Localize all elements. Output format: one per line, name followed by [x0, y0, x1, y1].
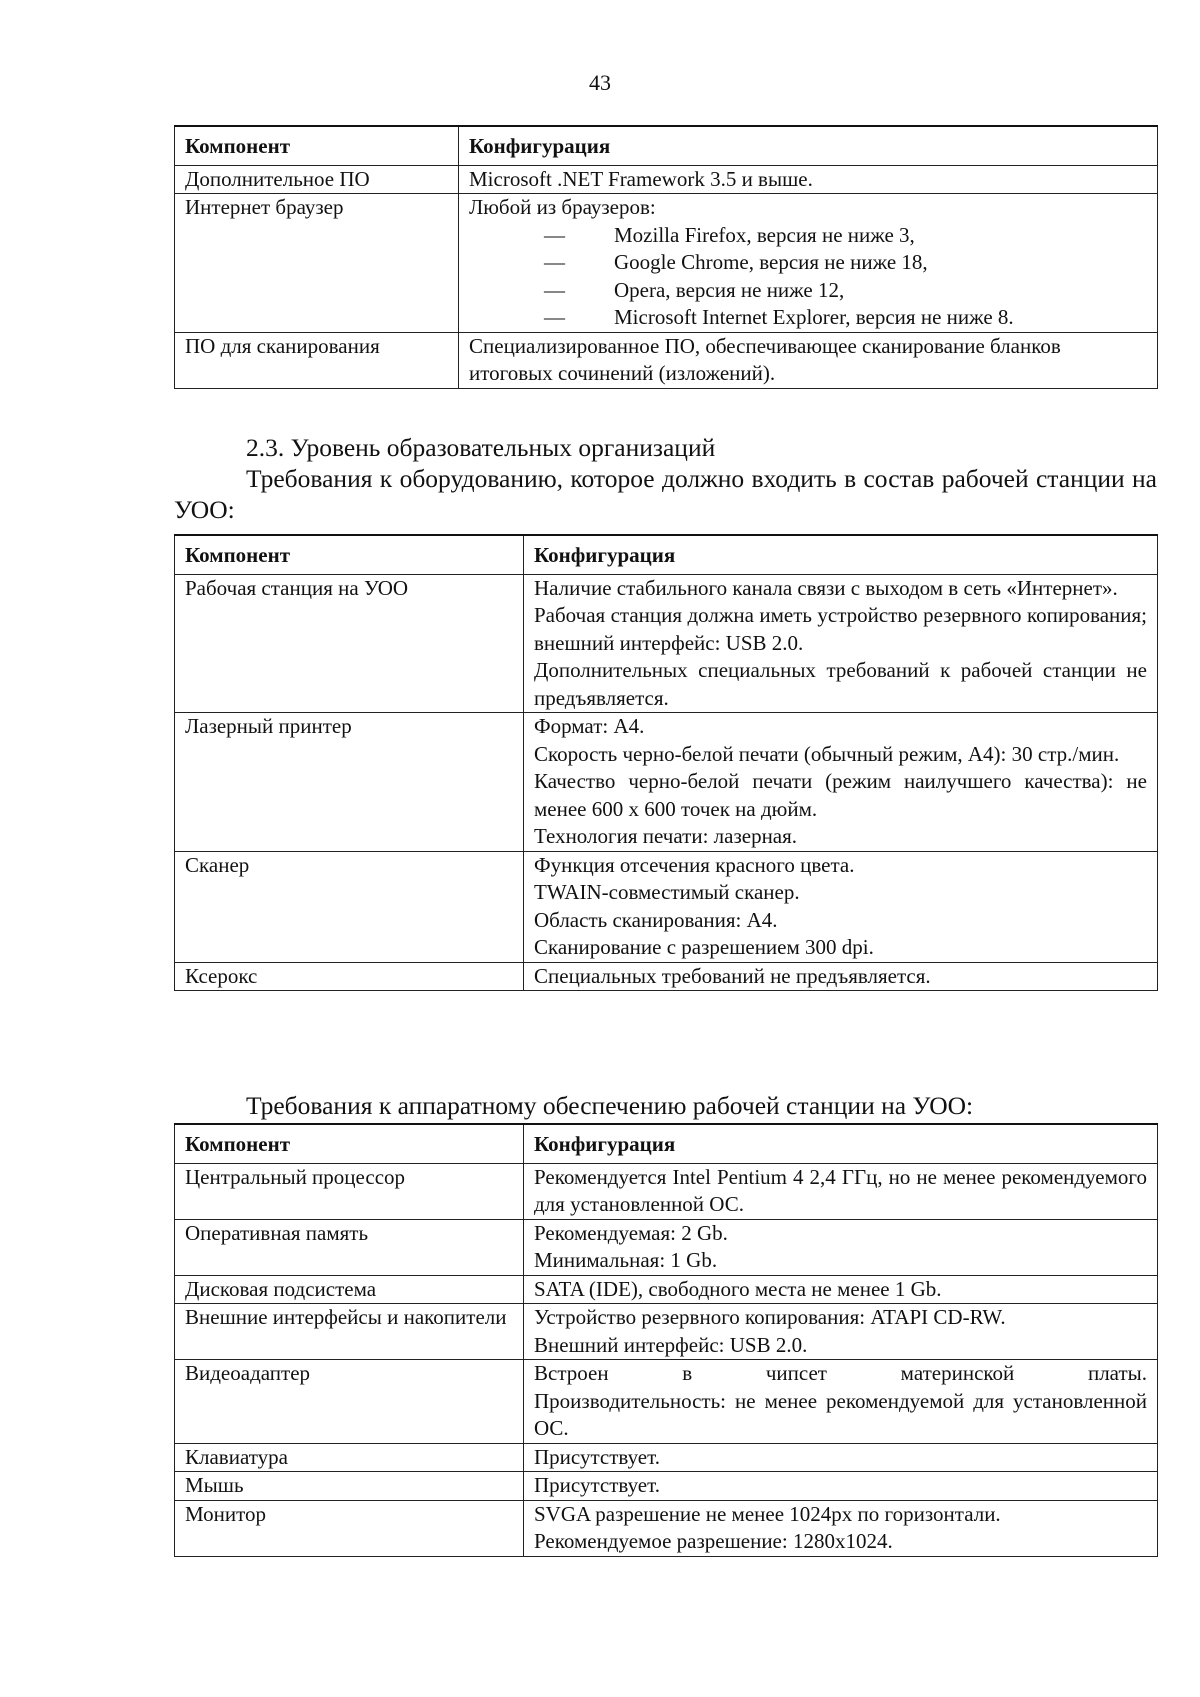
software-table — [174, 125, 1158, 389]
table-row — [175, 713, 1158, 852]
configuration-cell — [524, 851, 1158, 962]
configuration-cell — [524, 962, 1158, 991]
column-header-component: Компонент — [175, 126, 459, 165]
column-header-configuration: Конфигурация — [524, 535, 1158, 574]
table-header-row — [175, 126, 1158, 165]
configuration-cell — [524, 574, 1158, 713]
column-header-component: Компонент — [175, 535, 524, 574]
table-row — [175, 332, 1158, 388]
component-cell: Дисковая подсистема — [175, 1275, 524, 1304]
configuration-cell: Microsoft .NET Framework 3.5 и выше. — [459, 165, 1158, 194]
table-row — [175, 962, 1158, 991]
component-cell: Лазерный принтер — [175, 713, 524, 852]
config-line: Устройство резервного копирования: ATAPI CD-RW. — [534, 1305, 1006, 1329]
table-row — [175, 1219, 1158, 1275]
configuration-cell — [524, 1304, 1158, 1360]
component-cell: Рабочая станция на УОО — [175, 574, 524, 713]
component-cell: Видеоадаптер — [175, 1360, 524, 1444]
component-cell: ПО для сканирования — [175, 332, 459, 388]
table-header-row — [175, 535, 1158, 574]
configuration-cell — [524, 1219, 1158, 1275]
table-row — [175, 1275, 1158, 1304]
config-line: Присутствует. — [534, 1473, 660, 1497]
table-row — [175, 1472, 1158, 1501]
dash-marker: — — [544, 277, 565, 302]
dash-marker: — — [544, 250, 565, 274]
table-row — [175, 1304, 1158, 1360]
configuration-cell — [524, 1500, 1158, 1556]
config-line: Внешний интерфейс: USB 2.0. — [534, 1332, 808, 1357]
config-line: Производительность: не менее рекомендуемой для установленной ОС. — [534, 1388, 1147, 1440]
configuration-cell — [459, 194, 1158, 333]
hardware-heading: Требования к аппаратному обеспечению рабочей станции на УОО: — [246, 1091, 974, 1120]
config-line: Скорость черно-белой печати (обычный режим, А4): 30 стр./мин. — [534, 741, 1120, 766]
hardware-heading-block — [174, 1090, 1157, 1121]
config-line: Сканирование с разрешением 300 dpi. — [534, 935, 874, 959]
config-line: Присутствует. — [534, 1444, 660, 1469]
configuration-cell — [524, 1443, 1158, 1472]
config-line: SVGA разрешение не менее 1024px по горизонтали. — [534, 1501, 1001, 1526]
component-cell: Центральный процессор — [175, 1163, 524, 1219]
configuration-cell: Специализированное ПО, обеспечивающее сканирование бланков итоговых сочинений (изложений). — [459, 332, 1158, 388]
config-line: Функция отсечения красного цвета. — [534, 852, 855, 877]
config-line: Технология печати: лазерная. — [534, 824, 798, 848]
config-line: Рекомендуется Intel Pentium 4 2,4 ГГц, но не менее рекомендуемого для установленной ОС. — [534, 1164, 1147, 1216]
browser-list — [469, 222, 1147, 332]
browser-list-intro: Любой из браузеров: — [469, 195, 656, 219]
config-line: Дополнительных специальных требований к рабочей станции не предъявляется. — [534, 658, 1147, 710]
component-cell: Сканер — [175, 851, 524, 962]
config-line: Рекомендуемое разрешение: 1280x1024. — [534, 1529, 893, 1553]
page-number: 43 — [589, 70, 611, 95]
configuration-cell — [524, 1275, 1158, 1304]
table-row — [175, 1360, 1158, 1444]
list-item: — Mozilla Firefox, версия не ниже 3, — [469, 222, 1147, 250]
hardware-table — [174, 1123, 1158, 1557]
config-line: Рекомендуемая: 2 Gb. — [534, 1220, 728, 1245]
list-item: — Google Chrome, версия не ниже 18, — [469, 249, 1147, 277]
configuration-cell — [524, 713, 1158, 852]
table-header-row — [175, 1124, 1158, 1163]
table-row — [175, 194, 1158, 333]
column-header-configuration: Конфигурация — [524, 1124, 1158, 1163]
config-line: TWAIN-совместимый сканер. — [534, 880, 800, 904]
config-line: Качество черно-белой печати (режим наилучшего качества): не менее 600 x 600 точек на дюйм. — [534, 769, 1147, 821]
config-line: Специальных требований не предъявляется. — [534, 963, 931, 988]
config-line: Минимальная: 1 Gb. — [534, 1248, 718, 1272]
list-item: — Microsoft Internet Explorer, версия не ниже 8. — [469, 304, 1147, 332]
equipment-table — [174, 534, 1158, 991]
component-cell: Внешние интерфейсы и накопители — [175, 1304, 524, 1360]
section-intro: Требования к оборудованию, которое должно входить в состав рабочей станции на УОО: — [174, 464, 1157, 524]
config-line: Область сканирования: А4. — [534, 907, 778, 932]
config-line: Наличие стабильного канала связи с выходом в сеть «Интернет». — [534, 575, 1118, 600]
component-cell: Монитор — [175, 1500, 524, 1556]
configuration-cell — [524, 1472, 1158, 1501]
column-header-configuration: Конфигурация — [459, 126, 1158, 165]
component-cell: Ксерокс — [175, 962, 524, 991]
dash-marker: — — [544, 222, 565, 247]
component-cell: Клавиатура — [175, 1443, 524, 1472]
column-header-component: Компонент — [175, 1124, 524, 1163]
list-item: — Opera, версия не ниже 12, — [469, 277, 1147, 305]
table-row — [175, 1500, 1158, 1556]
config-line: Формат: А4. — [534, 714, 645, 738]
table-row — [175, 1163, 1158, 1219]
configuration-cell — [524, 1360, 1158, 1444]
table-row — [175, 851, 1158, 962]
section-title: 2.3. Уровень образовательных организаций — [246, 433, 716, 462]
section-heading-block — [174, 432, 1157, 525]
configuration-cell — [524, 1163, 1158, 1219]
component-cell: Дополнительное ПО — [175, 165, 459, 194]
config-line: SATA (IDE), свободного места не менее 1 Gb. — [534, 1276, 942, 1301]
config-line: Рабочая станция должна иметь устройство резервного копирования; внешний интерфейс: USB 2.0. — [534, 603, 1147, 655]
component-cell: Оперативная память — [175, 1219, 524, 1275]
table-row — [175, 165, 1158, 194]
table-row — [175, 1443, 1158, 1472]
dash-marker: — — [544, 305, 565, 329]
table-row — [175, 574, 1158, 713]
config-line: Встроен в чипсет материнской платы. — [534, 1361, 1147, 1385]
component-cell: Мышь — [175, 1472, 524, 1501]
component-cell: Интернет браузер — [175, 194, 459, 333]
